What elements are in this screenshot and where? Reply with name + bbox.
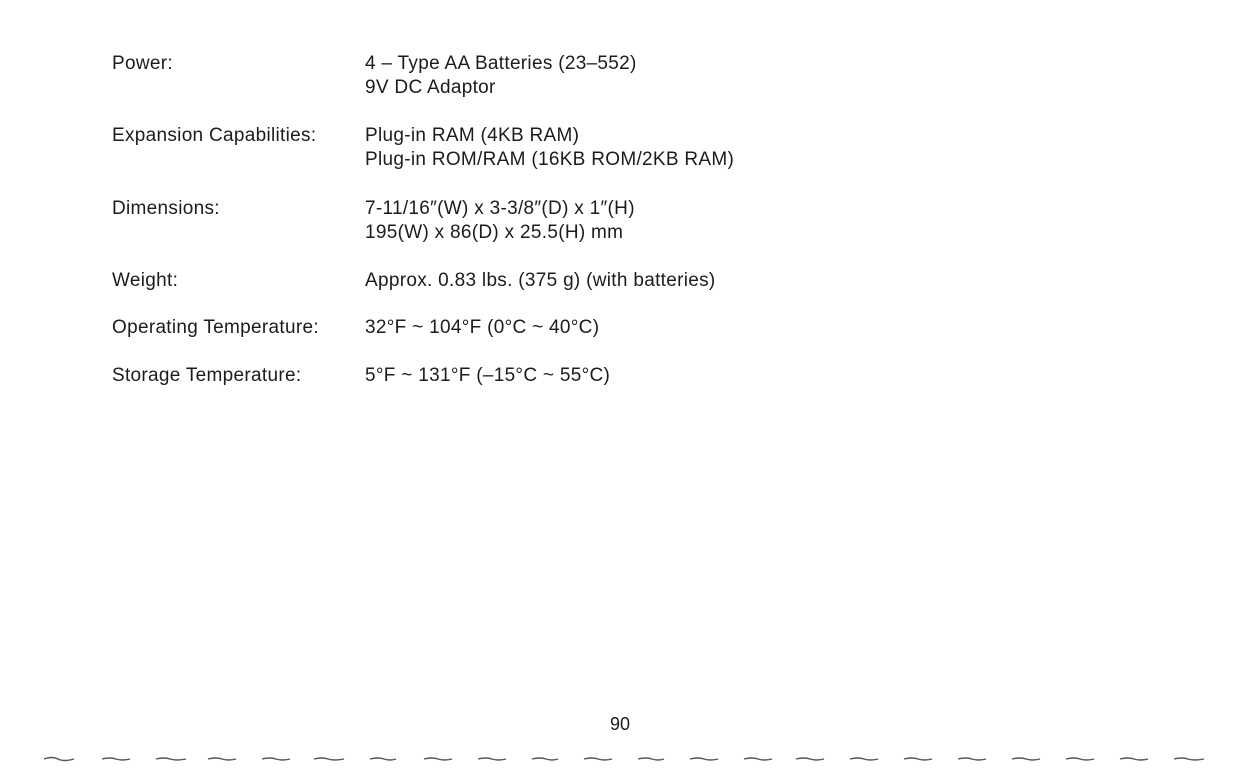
spec-value-weight: Approx. 0.83 lbs. (375 g) (with batteries) <box>365 270 716 291</box>
spec-label-power: Power: <box>112 53 173 74</box>
spec-values-weight <box>365 269 1012 293</box>
spec-label-operating-temperature: Operating Temperature: <box>112 317 319 338</box>
spec-value-expansion-rom-ram: Plug-in ROM/RAM (16KB ROM/2KB RAM) <box>365 149 735 170</box>
spec-row-operating-temperature <box>112 316 1012 340</box>
spec-row-power <box>112 52 1012 100</box>
spec-values-power <box>365 52 1012 100</box>
spec-label-expansion: Expansion Capabilities: <box>112 125 317 146</box>
page-number: 90 <box>609 714 631 734</box>
spec-values-expansion <box>365 124 1012 172</box>
spec-value-dimensions-inches: 7-11/16″(W) x 3-3/8″(D) x 1″(H) <box>365 198 635 219</box>
spec-row-storage-temperature <box>112 364 1012 388</box>
scan-edge-marks <box>44 755 1212 763</box>
spec-value-storage-temperature: 5°F ~ 131°F (–15°C ~ 55°C) <box>365 365 611 386</box>
spec-label-dimensions: Dimensions: <box>112 198 220 219</box>
spec-value-operating-temperature: 32°F ~ 104°F (0°C ~ 40°C) <box>365 317 600 338</box>
scan-edge-marks-graphic <box>44 755 1212 763</box>
spec-value-expansion-ram: Plug-in RAM (4KB RAM) <box>365 125 580 146</box>
spec-values-dimensions <box>365 197 1012 245</box>
spec-row-dimensions <box>112 197 1012 245</box>
spec-value-power-batteries: 4 – Type AA Batteries (23–552) <box>365 53 637 74</box>
spec-value-power-adaptor: 9V DC Adaptor <box>365 77 496 98</box>
spec-value-dimensions-mm: 195(W) x 86(D) x 25.5(H) mm <box>365 222 624 243</box>
spec-values-operating-temperature <box>365 316 1012 340</box>
spec-values-storage-temperature <box>365 364 1012 388</box>
spec-label-storage-temperature: Storage Temperature: <box>112 365 302 386</box>
spec-row-weight <box>112 269 1012 293</box>
spec-row-expansion <box>112 124 1012 172</box>
specifications-table <box>112 52 1012 388</box>
spec-label-weight: Weight: <box>112 270 179 291</box>
